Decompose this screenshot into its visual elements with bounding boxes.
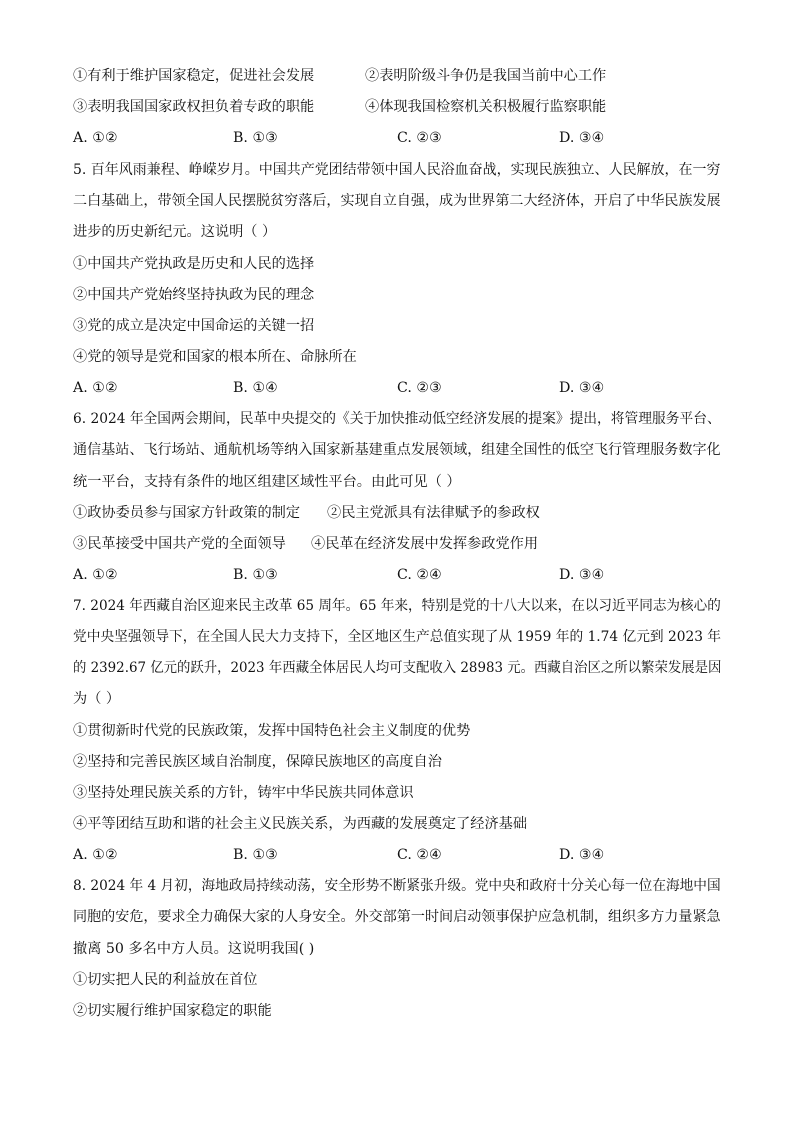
q5-item-2: ②中国共产党始终坚持执政为民的理念	[73, 287, 315, 303]
q5-stem-line-2: 二白基础上，带领全国人民摆脱贫穷落后，实现自立自强，成为世界第二大经济体，开启了中华民族发展	[73, 193, 721, 209]
q4-item-3: ③表明我国国家政权担负着专政的职能	[73, 99, 315, 115]
q5-stem-line-1: 5. 百年风雨兼程、峥嵘岁月。中国共产党团结带领中国人民浴血奋战，实现民族独立、人民解放，在一穷	[73, 162, 721, 178]
q6-choice-b: B. ①③	[233, 567, 278, 583]
q5-item-4: ④党的领导是党和国家的根本所在、命脉所在	[73, 349, 357, 365]
q5-item-1: ①中国共产党执政是历史和人民的选择	[73, 256, 315, 272]
q8-stem-line-3: 撤离 50 多名中方人员。这说明我国( )	[73, 941, 315, 957]
q7-choice-d: D. ③④	[559, 847, 605, 863]
q8-stem-line-1: 8. 2024 年 4 月初，海地政局持续动荡，安全形势不断紧张升级。党中央和政府十分关心每一位在海地中国	[73, 878, 721, 894]
q4-choice-b: B. ①③	[233, 130, 278, 146]
q7-item-4: ④平等团结互助和谐的社会主义民族关系，为西藏的发展奠定了经济基础	[73, 816, 528, 832]
q6-choice-a: A. ①②	[73, 567, 118, 583]
q6-item-2: ②民主党派具有法律赋予的参政权	[327, 505, 540, 521]
q8-item-2: ②切实履行维护国家稳定的职能	[73, 1003, 272, 1019]
q7-stem-line-3: 的 2392.67 亿元的跃升，2023 年西藏全体居民人均可支配收入 28983 元。西藏自治区之所以繁荣发展是因	[73, 660, 722, 676]
q5-item-3: ③党的成立是决定中国命运的关键一招	[73, 318, 315, 334]
q6-stem-line-3: 统一平台，支持有条件的地区组建区域性平台。由此可见（ ）	[73, 474, 461, 490]
q8-item-1: ①切实把人民的利益放在首位	[73, 972, 258, 988]
q7-choice-a: A. ①②	[73, 847, 118, 863]
q6-stem-line-2: 通信基站、飞行场站、通航机场等纳入国家新基建重点发展领域，组建全国性的低空飞行管理服务数字化	[73, 442, 721, 458]
q8-stem-line-2: 同胞的安危，要求全力确保大家的人身安全。外交部第一时间启动领事保护应急机制，组织多方力量紧急	[73, 909, 721, 925]
q5-choice-d: D. ③④	[559, 380, 605, 396]
q4-choice-d: D. ③④	[559, 130, 605, 146]
q4-item-4: ④体现我国检察机关积极履行监察职能	[365, 99, 607, 115]
q7-stem-line-4: 为（ ）	[73, 691, 121, 707]
q6-choice-c: C. ②④	[397, 567, 442, 583]
q7-choice-b: B. ①③	[233, 847, 278, 863]
q6-choice-d: D. ③④	[559, 567, 605, 583]
q7-item-1: ①贯彻新时代党的民族政策，发挥中国特色社会主义制度的优势	[73, 723, 471, 739]
q6-item-3: ③民革接受中国共产党的全面领导	[73, 536, 286, 552]
q4-item-2: ②表明阶级斗争仍是我国当前中心工作	[365, 68, 607, 84]
q6-item-1: ①政协委员参与国家方针政策的制定	[73, 505, 301, 521]
q7-item-3: ③坚持处理民族关系的方针，铸牢中华民族共同体意识	[73, 785, 414, 801]
q6-stem-line-1: 6. 2024 年全国两会期间，民革中央提交的《关于加快推动低空经济发展的提案》提出，将管理服务平台、	[73, 411, 721, 427]
q7-choice-c: C. ②④	[397, 847, 442, 863]
q5-choice-c: C. ②③	[397, 380, 442, 396]
q4-item-1: ①有利于维护国家稳定，促进社会发展	[73, 68, 315, 84]
q7-stem-line-2: 党中央坚强领导下，在全国人民大力支持下，全区地区生产总值实现了从 1959 年的 1.74 亿元到 2023 年	[73, 629, 722, 645]
q7-stem-line-1: 7. 2024 年西藏自治区迎来民主改革 65 周年。65 年来，特别是党的十八大以来，在以习近平同志为核心的	[73, 598, 721, 614]
q5-stem-line-3: 进步的历史新纪元。这说明（ ）	[73, 224, 277, 240]
q5-choice-a: A. ①②	[73, 380, 118, 396]
q6-item-4: ④民革在经济发展中发挥参政党作用	[311, 536, 539, 552]
q4-choice-a: A. ①②	[73, 130, 118, 146]
q4-choice-c: C. ②③	[397, 130, 442, 146]
q5-choice-b: B. ①④	[233, 380, 278, 396]
q7-item-2: ②坚持和完善民族区域自治制度，保障民族地区的高度自治	[73, 754, 442, 770]
